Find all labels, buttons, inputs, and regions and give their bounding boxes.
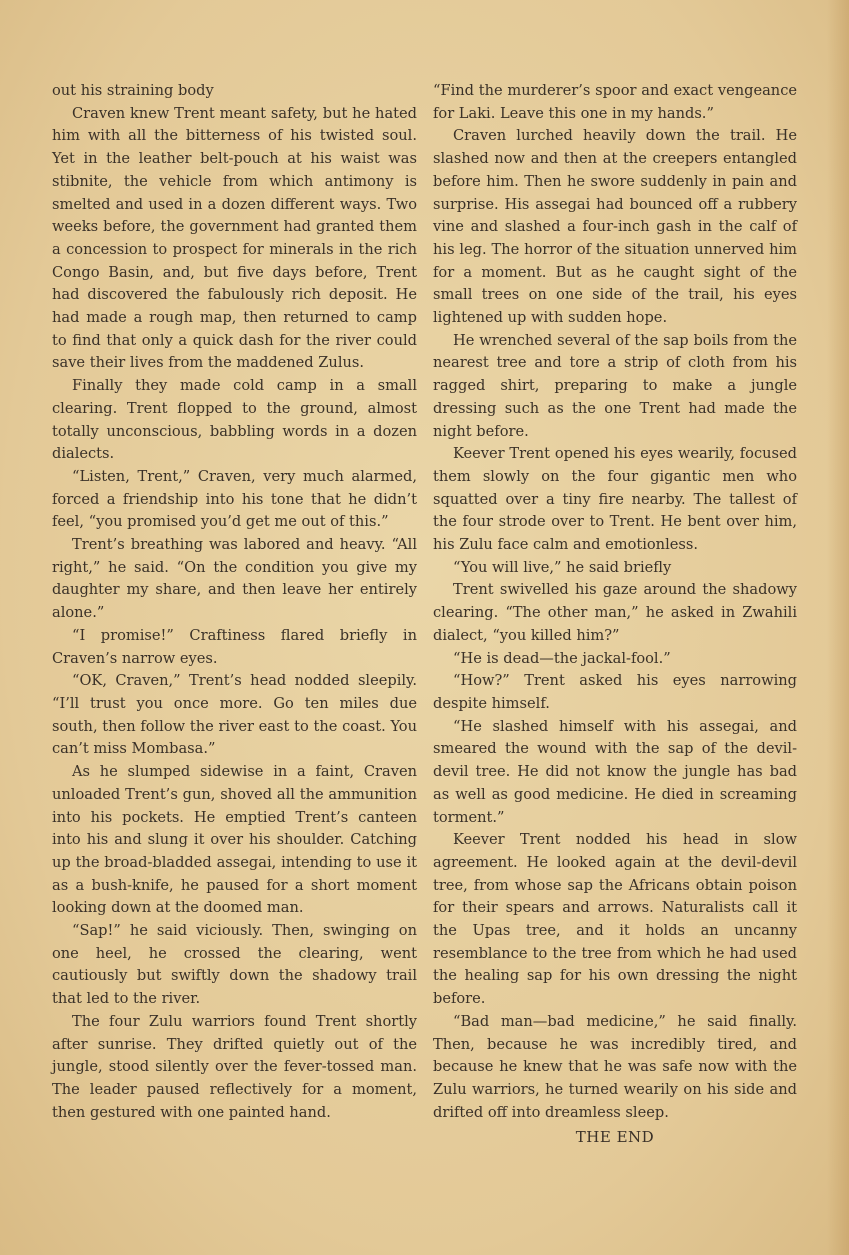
paragraph: As he slumped sidewise in a faint, Craven unloaded Trent’s gun, shoved all the ammunition into his pockets. He emptied Trent’s canteen into his and slung it over his shoulder. Catching up the broad-bladded assegai, intending to use it as a bush-knife, he paused for a short moment looking down at the doomed man. [52,763,417,917]
paragraph: “He is dead—the jackal-fool.” [453,649,671,667]
paragraph: Finally they made cold camp in a small clearing. Trent flopped to the ground, almost totally unconscious, babbling words in a dozen dialects. [52,377,417,463]
the-end-label: THE END [575,1128,655,1147]
paragraph: Trent swivelled his gaze around the shadowy clearing. “The other man,” he asked in Zwahili dialect, “you killed him?” [433,581,797,644]
paragraph: Trent’s breathing was labored and heavy. “All right,” he said. “On the condition you give my daughter my share, and then leave her entirely alone.” [52,536,417,622]
paragraph: “Find the murderer’s spoor and exact vengeance for Laki. Leave this one in my hands.” [433,82,797,122]
paragraph: Craven knew Trent meant safety, but he hated him with all the bitterness of his twisted soul. Yet in the leather belt-pouch at his waist was stibnite, the vehicle from which antimony is smelted and used in a dozen different ways. Two weeks before, the government had granted them a concession to prospect for minerals in the rich Congo Basin, and, but five days before, Trent had discovered the fabulously rich deposit. He had made a rough map, then returned to camp to find that only a quick dash for the river could save their lives from the maddened Zulus. [52,104,417,372]
paragraph: “Listen, Trent,” Craven, very much alarmed, forced a friendship into his tone that he didn’t feel, “you promised you’d get me out of this.” [52,467,417,531]
paragraph: “You will live,” he said briefly [453,558,672,576]
left-column [52,80,417,1124]
paragraph: “Sap!” he said viciously. Then, swinging on one heel, he crossed the clearing, went cautiously but swiftly down the shadowy trail that led to the river. [52,922,417,1008]
paragraph: Keever Trent nodded his head in slow agreement. He looked again at the devil-devil tree, from whose sap the Africans obtain poison for their spears and arrows. Naturalists call it the Upas tree, and it holds an uncanny resemblance to the tree from which he had used the healing sap for his own dressing the night before. [433,831,797,1008]
paragraph: Keever Trent opened his eyes wearily, focused them slowly on the four gigantic men who squatted over a tiny fire nearby. The tallest of the four strode over to Trent. He bent over him, his Zulu face calm and emotionless. [433,445,797,554]
right-column [433,80,797,1149]
paragraph: “How?” Trent asked his eyes narrowing despite himself. [433,672,797,712]
paragraph: “I promise!” Craftiness flared briefly in Craven’s narrow eyes. [52,626,417,667]
paragraph: Craven lurched heavily down the trail. He slashed now and then at the creepers entangled before him. Then he swore suddenly in pain and surprise. His assegai had bounced off a rubbery vine and slashed a four-inch gash in the calf of his leg. The horror of the situation unnerved him for a moment. But as he caught sight of the small trees on one side of the trail, his eyes lightened up with sudden hope. [433,127,797,327]
paragraph: “OK, Craven,” Trent’s head nodded sleepily. “I’ll trust you once more. Go ten miles due south, then follow the river east to the coast. You can’t miss Mombasa.” [52,672,417,758]
paragraph: “He slashed himself with his assegai, and smeared the wound with the sap of the devil-devil tree. He did not know the jungle has bad as well as good medicine. He died in screaming torment.” [433,717,797,826]
paragraph: He wrenched several of the sap boils from the nearest tree and tore a strip of cloth from his ragged shirt, preparing to make a jungle dressing such as the one Trent had made the night before. [433,331,797,440]
page-edge-shadow [827,0,849,1255]
paragraph: “Bad man—bad medicine,” he said finally. Then, because he was incredibly tired, and because he knew that he was safe now with the Zulu warriors, he turned wearily on his side and drifted off into dreamless sleep. [433,1012,797,1121]
paragraph: out his straining body [52,82,214,99]
paragraph: The four Zulu warriors found Trent shortly after sunrise. They drifted quietly out of the jungle, stood silently over the fever-tossed man. The leader paused reflectively for a moment, then gestured with one painted hand. [52,1012,417,1121]
